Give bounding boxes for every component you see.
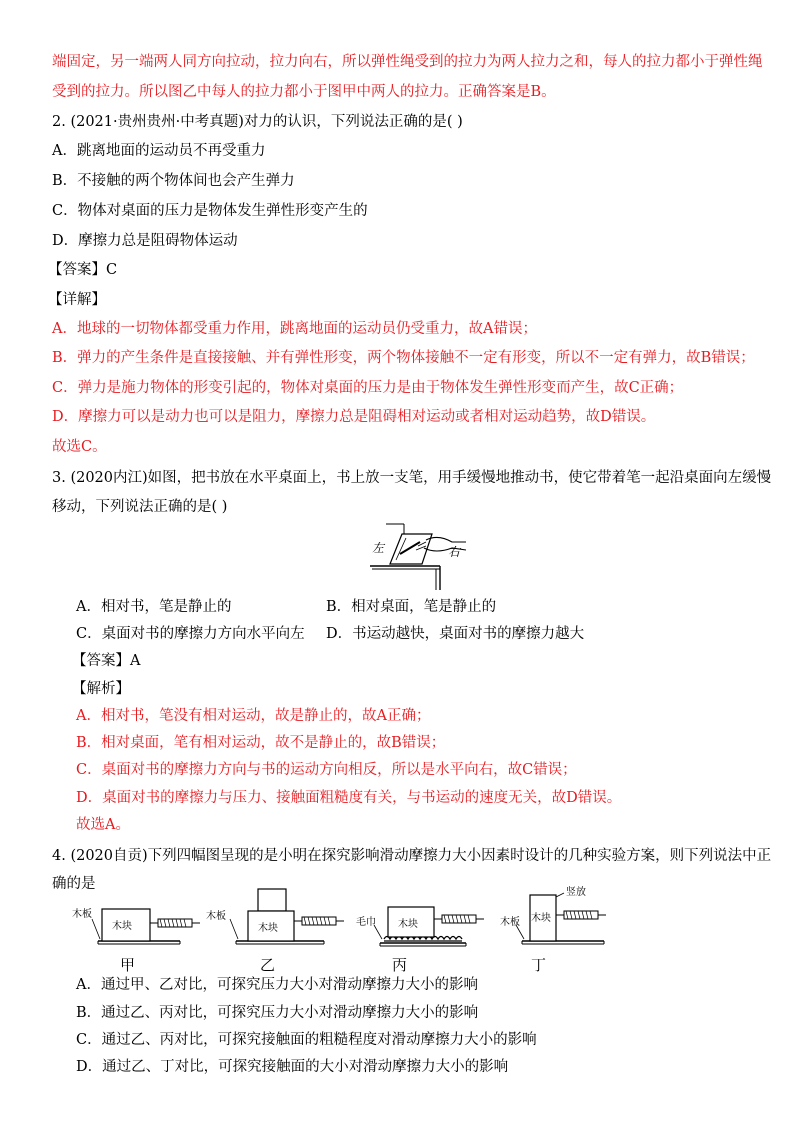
- figure-bing-block-label: 木块: [398, 919, 418, 930]
- figure-label-right: 右: [448, 545, 461, 559]
- q3-conclusion: 故选A。: [76, 817, 130, 833]
- figure-yi-surface-label: 木板: [206, 911, 226, 922]
- q4-option-b: B．通过乙、丙对比，可探究压力大小对滑动摩擦力大小的影响: [76, 1005, 479, 1021]
- figure-ding: [500, 885, 640, 953]
- figure-jia-block-label: 木块: [112, 921, 132, 932]
- q2-stem: 2. (2021·贵州贵州·中考真题)对力的认识，下列说法正确的是( ): [52, 114, 463, 130]
- q2-option-b: B．不接触的两个物体间也会产生弹力: [52, 173, 295, 189]
- q2-option-c: C．物体对桌面的压力是物体发生弹性形变产生的: [52, 203, 368, 219]
- figure-bing-caption: 丙: [392, 956, 408, 974]
- q3-explain-c: C．桌面对书的摩擦力方向与书的运动方向相反，所以是水平向右，故C错误；: [76, 762, 577, 778]
- figure-yi: [206, 885, 346, 953]
- q3-option-b: B．相对桌面，笔是静止的: [326, 599, 497, 615]
- q2-conclusion: 故选C。: [52, 439, 107, 455]
- q3-explain-a: A．相对书，笔没有相对运动，故是静止的，故A正确；: [76, 708, 431, 724]
- q2-explain-b: B．弹力的产生条件是直接接触、并有弹性形变，两个物体接触不一定有形变，所以不一定有弹力，故B错误；: [52, 350, 755, 366]
- figure-bing-surface-label: 毛巾: [356, 917, 376, 928]
- q3-stem-2: 移动，下列说法正确的是( ): [52, 499, 228, 515]
- figure-bing: [356, 893, 496, 953]
- figure-ding-surface-label: 木板: [500, 917, 520, 928]
- q3-explain-label: 【解析】: [72, 681, 130, 697]
- intro-line-2: 受到的拉力。所以图乙中每人的拉力都小于图甲中两人的拉力。正确答案是B。: [52, 84, 556, 100]
- q4-option-d: D．通过乙、丁对比，可探究接触面的大小对滑动摩擦力大小的影响: [76, 1059, 509, 1075]
- q4-stem-1: 4. (2020自贡)下列四幅图呈现的是小明在探究影响滑动摩擦力大小因素时设计的几种实验方案，则下列说法中正: [52, 848, 772, 864]
- q3-stem-1: 3. (2020内江)如图，把书放在水平桌面上，书上放一支笔，用手缓慢地推动书，使它带着笔一起沿桌面向左缓慢: [52, 470, 772, 486]
- figure-ding-note: 竖放: [566, 887, 586, 898]
- q3-explain-d: D．桌面对书的摩擦力与压力、接触面粗糙度有关，与书运动的速度无关，故D错误。: [76, 790, 622, 806]
- q2-option-a: A．跳离地面的运动员不再受重力: [52, 143, 266, 159]
- q4-stem-2: 确的是: [52, 876, 96, 892]
- q2-explain-c: C．弹力是施力物体的形变引起的，物体对桌面的压力是由于物体发生弹性形变而产生，故C正确；: [52, 380, 684, 396]
- figure-jia: [72, 893, 202, 953]
- q3-option-c: C．桌面对书的摩擦力方向水平向左: [76, 626, 305, 642]
- book-on-table-figure: [366, 520, 470, 592]
- figure-jia-surface-label: 木板: [72, 909, 92, 920]
- q2-option-d: D．摩擦力总是阻碍物体运动: [52, 233, 238, 249]
- figure-yi-caption: 乙: [260, 956, 276, 974]
- q2-explain-label: 【详解】: [48, 292, 106, 308]
- q2-explain-a: A．地球的一切物体都受重力作用，跳离地面的运动员仍受重力，故A错误；: [52, 321, 537, 337]
- q4-option-c: C．通过乙、丙对比，可探究接触面的粗糙程度对滑动摩擦力大小的影响: [76, 1032, 537, 1048]
- q2-explain-d: D．摩擦力可以是动力也可以是阻力，摩擦力总是阻碍相对运动或者相对运动趋势，故D错误。: [52, 409, 656, 425]
- q3-explain-b: B．相对桌面，笔有相对运动，故不是静止的，故B错误；: [76, 735, 446, 751]
- q2-answer: 【答案】C: [48, 262, 118, 278]
- figure-ding-caption: 丁: [531, 956, 547, 974]
- figure-ding-block-label: 木块: [531, 913, 551, 924]
- q3-option-a: A．相对书，笔是静止的: [76, 599, 232, 615]
- intro-line-1: 端固定，另一端两人同方向拉动，拉力向右，所以弹性绳受到的拉力为两人拉力之和，每人的拉力都小于弹性绳: [52, 54, 763, 70]
- figure-jia-caption: 甲: [120, 956, 136, 974]
- q4-option-a: A．通过甲、乙对比，可探究压力大小对滑动摩擦力大小的影响: [76, 977, 478, 993]
- q3-option-d: D．书运动越快，桌面对书的摩擦力越大: [326, 626, 585, 642]
- figure-yi-block-label: 木块: [258, 923, 278, 934]
- figure-label-left: 左: [372, 541, 385, 555]
- q3-answer: 【答案】A: [72, 653, 141, 669]
